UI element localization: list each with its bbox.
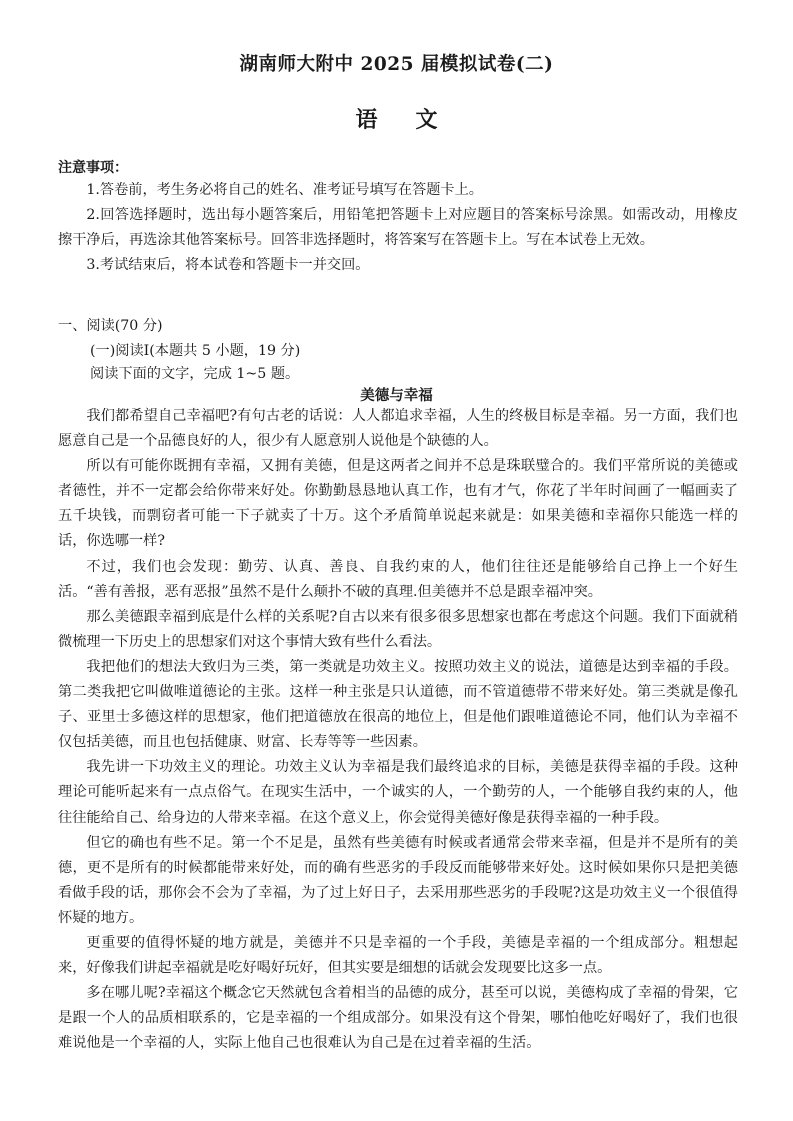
article-title: 美德与幸福 [360,388,433,404]
notice-item: 1.答卷前，考生务必将自己的姓名、准考证号填写在答题卡上。 [86,182,483,198]
article-paragraph: 所以有可能你既拥有幸福，又拥有美德，但是这两者之间并不总是珠联璧合的。我们平常所说的美德或者德性，并不一定都会给你带来好处。你勤勤恳恳地认真工作，也有才气，你花了半年时间画了一幅画卖了五千块钱，而剽窃者可能一下子就卖了十万。这个矛盾简单说起来就是：如果美德和幸福你只能选一样的话，你选哪一样? [58,458,738,550]
notice-item: 3.考试结束后，将本试卷和答题卡一并交回。 [86,257,370,273]
article-paragraph: 我把他们的想法大致归为三类，第一类就是功效主义。按照功效主义的说法，道德是达到幸福的手段。第二类我把它叫做唯道德论的主张。这样一种主张是只认道德，而不管道德带不带来好处。第三类就是像孔子、亚里士多德这样的思想家，他们把道德放在很高的地位上，但是他们跟唯道德论不同，他们认为幸福不仅包括美德，而且也包括健康、财富、长寿等等一些因素。 [58,658,738,751]
article-paragraph: 那么美德跟幸福到底是什么样的关系呢?自古以来有很多很多思想家也都在考虑这个问题。我们下面就稍微梳理一下历史上的思想家们对这个事情大致有些什么看法。 [58,608,738,650]
section-instruction: 阅读下面的文字，完成 1~5 题。 [90,366,300,382]
article-paragraph: 我们都希望自己幸福吧?有句古老的话说：人人都追求幸福，人生的终极目标是幸福。另一方面，我们也愿意自己是一个品德良好的人，很少有人愿意别人说他是个缺德的人。 [58,408,738,450]
exam-title: 湖南师大附中 2025 届模拟试卷(二) [239,54,554,75]
notice-item: 2.回答选择题时，选出每小题答案后，用铅笔把答题卡上对应题目的答案标号涂黑。如需改动，用橡皮擦干净后，再选涂其他答案标号。回答非选择题时，将答案写在答题卡上。写在本试卷上无效。 [58,207,738,248]
article-paragraph: 我先讲一下功效主义的理论。功效主义认为幸福是我们最终追求的目标，美德是获得幸福的手段。这种理论可能听起来有一点点俗气。在现实生活中，一个诚实的人，一个勤劳的人，一个能够自我约束的人，他往往能给自己、给身边的人带来幸福。在这个意义上，你会觉得美德好像是获得幸福的一种手段。 [58,759,738,826]
notice-heading: 注意事项： [58,160,128,176]
article-paragraph: 更重要的值得怀疑的地方就是，美德并不只是幸福的一个手段，美德是幸福的一个组成部分。粗想起来，好像我们讲起幸福就是吃好喝好玩好，但其实要是细想的话就会发现要比这多一点。 [58,934,738,977]
subject-title: 语文 [355,107,476,133]
article-body [58,404,738,1056]
section-title: 一、阅读(70 分) [58,318,163,334]
article-paragraph: 多在哪儿呢?幸福这个概念它天然就包含着相当的品德的成分，甚至可以说，美德构成了幸福的骨架，它是跟一个人的品质相联系的，它是幸福的一个组成部分。如果没有这个骨架，哪怕他吃好喝好了，我们也很难说他是一个幸福的人，实际上他自己也很难认为自己是在过着幸福的生活。 [58,985,738,1052]
notice-list [58,178,738,278]
article-paragraph: 但它的确也有些不足。第一个不足是，虽然有些美德有时候或者通常会带来幸福，但是并不是所有的美德，更不是所有的时候都能带来好处，而的确有些恶劣的手段反而能够带来好处。这时候如果你只是把美德看做手段的话，那你会不会为了幸福，为了过上好日子，去采用那些恶劣的手段呢?这是功效主义一个很值得怀疑的地方。 [58,834,738,926]
article-paragraph: 不过，我们也会发现：勤劳、认真、善良、自我约束的人，他们往往还是能够给自己挣上一个好生活。“善有善报，恶有恶报”虽然不是什么颠扑不破的真理.但美德并不总是跟幸福冲突。 [58,558,738,600]
section-subtitle: (一)阅读Ⅰ(本题共 5 小题，19 分) [90,343,301,359]
